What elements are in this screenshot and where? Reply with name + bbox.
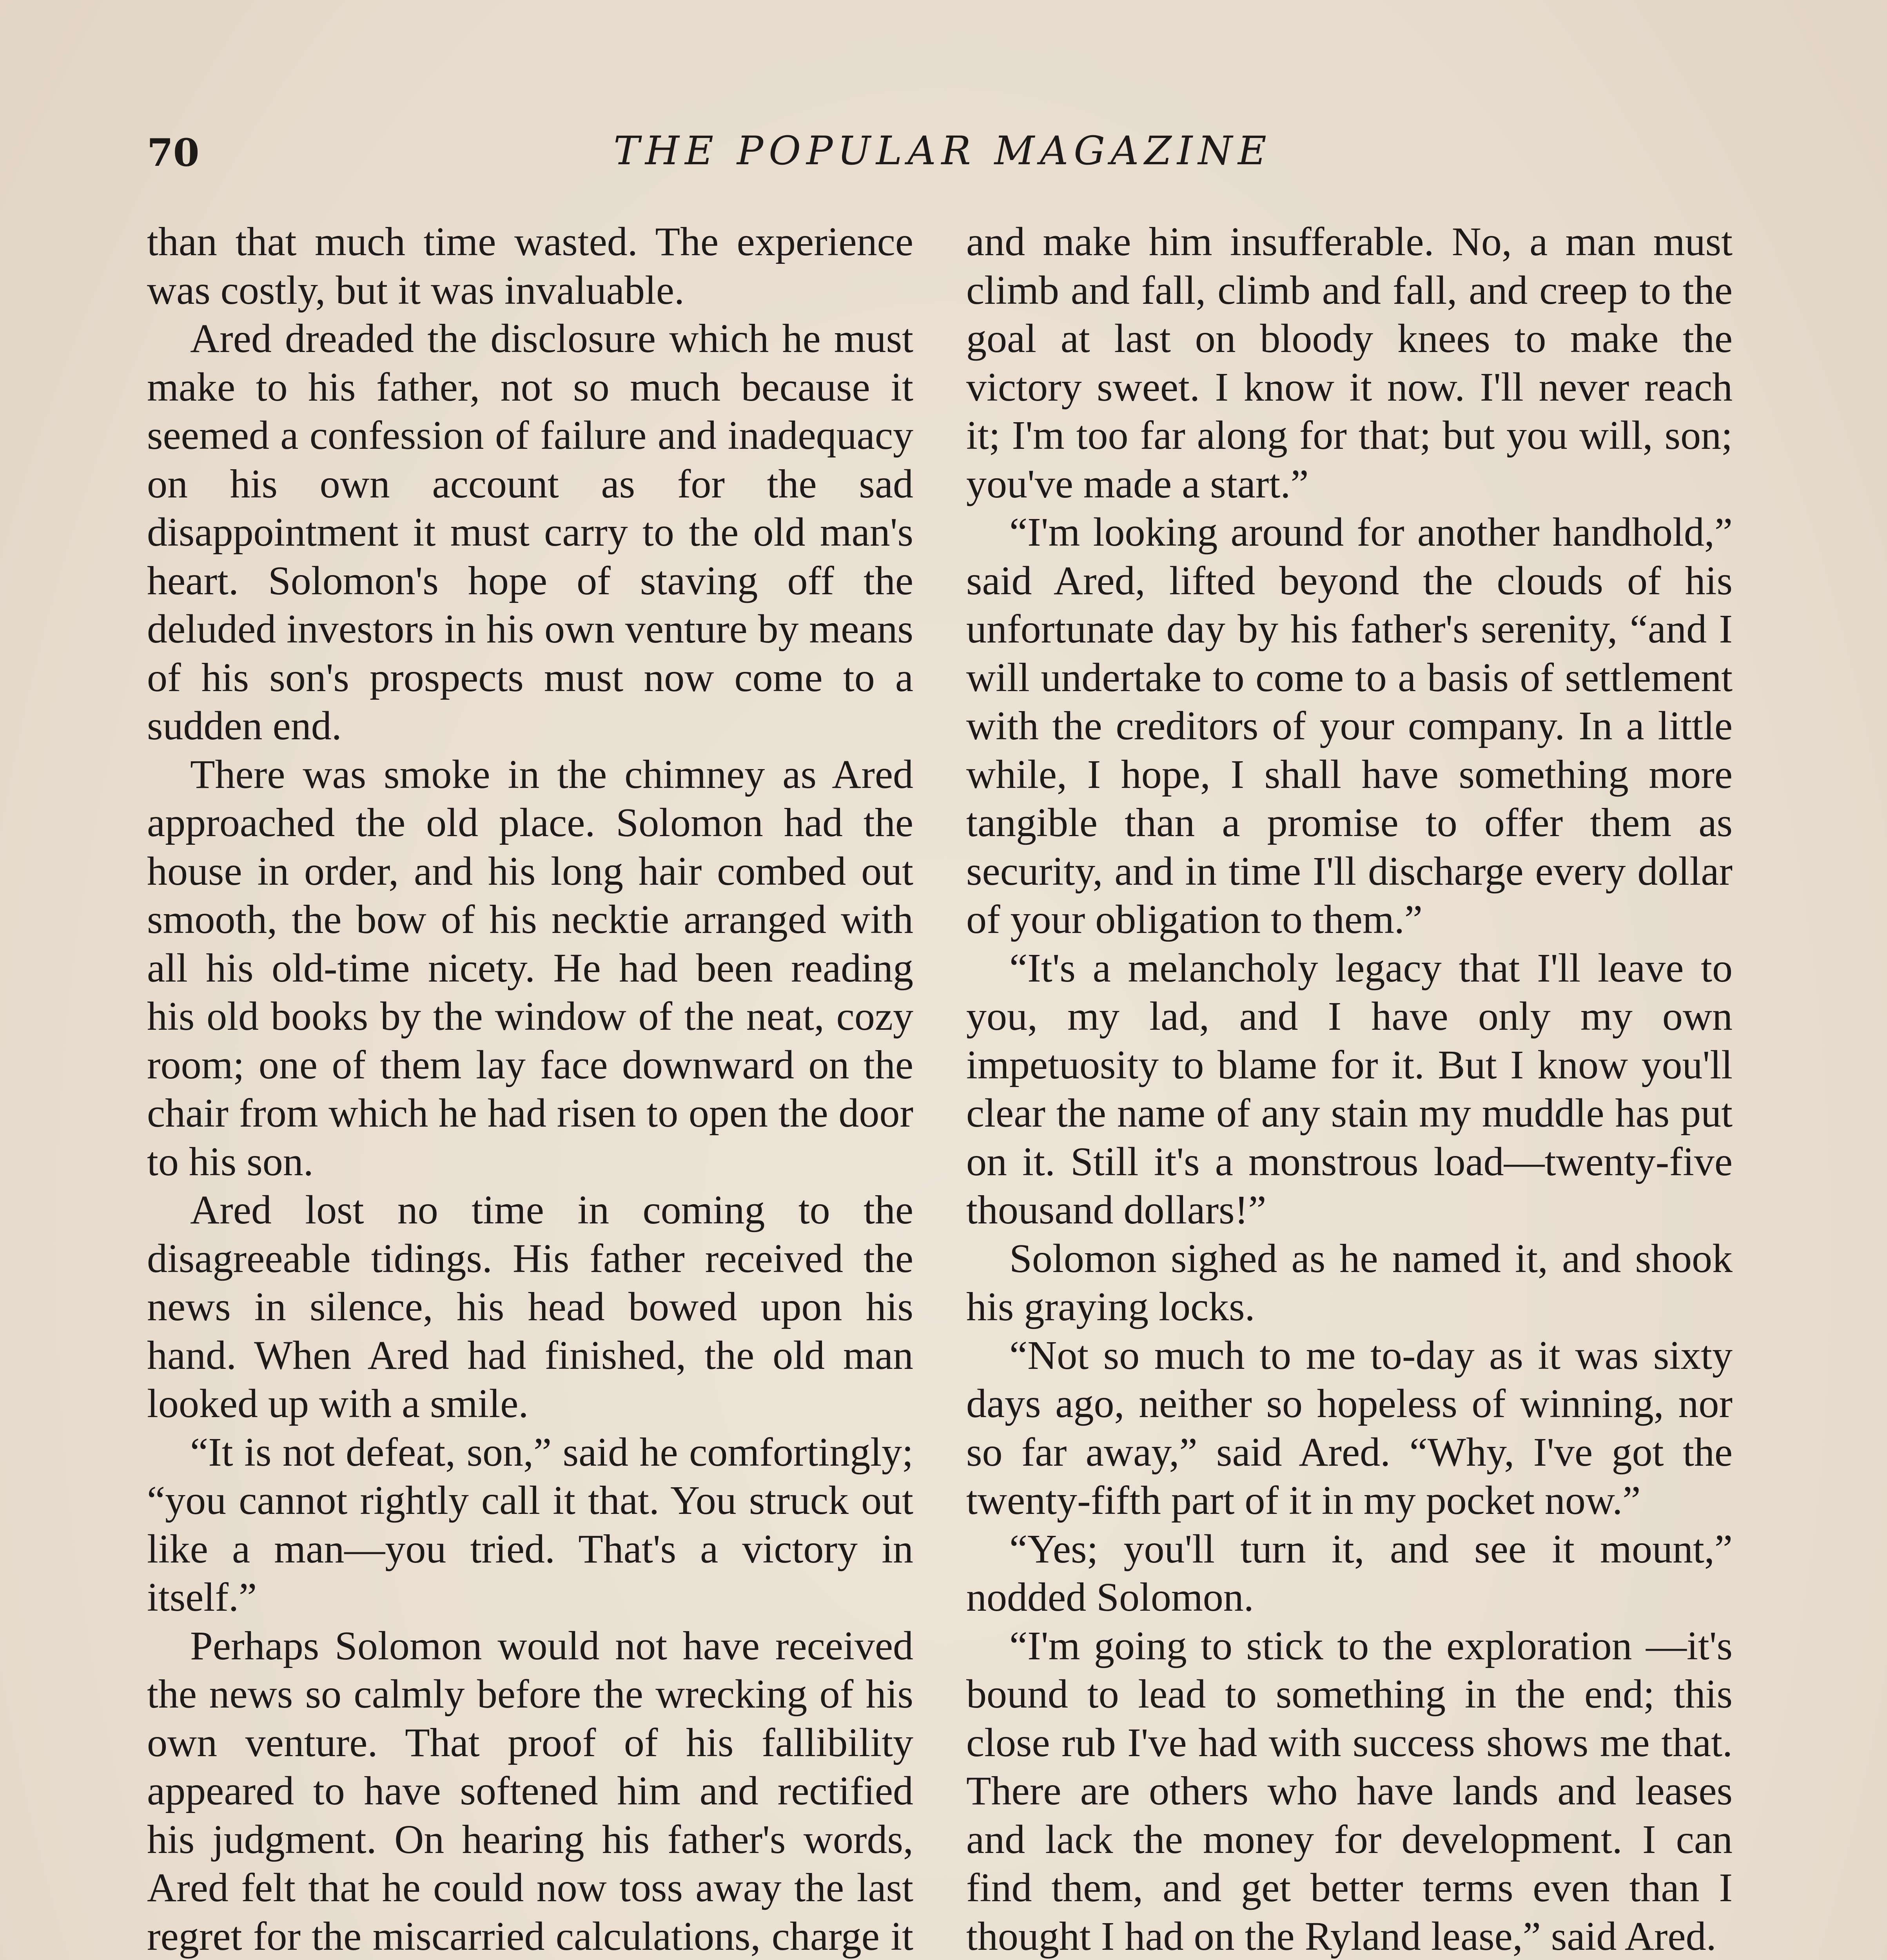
paragraph: “I'm looking around for another handhold,” said Ared, lifted beyond the clouds of his unfortunate day by his father's serenity, “and I will undertake to come to a basis of settlement with the creditors of your company. In a little while, I hope, I shall have something more tangible than a promise to offer them as security, and in time I'll discharge every dollar of your obligation to them.”	[966, 510, 1733, 942]
paragraph: and make him insufferable. No, a man must climb and fall, climb and fall, and creep to the goal at last on bloody knees to make the victory sweet. I know it now. I'll never reach it; I'm too far along for that; but you will, son; you've made a start.”	[966, 219, 1733, 506]
magazine-title: THE POPULAR MAGAZINE	[613, 128, 1272, 174]
left-text-column	[147, 218, 913, 1960]
paragraph: Ared dreaded the disclosure which he must make to his father, not so much because it seemed a confession of failure and inadequacy on his own account as for the sad disappointment it must carry to the old man's heart. Solomon's hope of staving off the deluded investors in his own venture by means of his son's prospects must now come to a sudden end.	[147, 316, 913, 748]
paragraph: “I'm going to stick to the exploration —it's bound to lead to something in the end; this close rub I've had with success shows me that. There are others who have lands and leases and lack the money for development. I can find them, and get better terms even than I thought I had on the Ryland lease,” said Ared.	[966, 1623, 1733, 1959]
paragraph: Perhaps Solomon would not have received the news so calmly before the wrecking of his own venture. That proof of his fallibility appeared to have softened him and rectified his judgment. On hearing his father's words, Ared felt that he could now toss away the last regret for the miscarried calculations, charge it	[147, 1623, 913, 1959]
paragraph: Solomon sighed as he named it, and shook his graying locks.	[966, 1236, 1733, 1329]
paragraph: “Not so much to me to-day as it was sixty days ago, neither so hopeless of winning, nor so far away,” said Ared. “Why, I've got the twenty-fifth part of it in my pocket now.”	[966, 1332, 1733, 1523]
paragraph: Ared lost no time in coming to the disagreeable tidings. His father received the news in silence, his head bowed upon his hand. When Ared had finished, the old man looked up with a smile.	[147, 1187, 913, 1426]
paragraph: There was smoke in the chimney as Ared approached the old place. Solomon had the house in order, and his long hair combed out smooth, the bow of his necktie arranged with all his old-time nicety. He had been reading his old books by the window of the neat, cozy room; one of them lay face downward on the chair from which he had risen to open the door to his son.	[147, 751, 913, 1184]
paragraph: “It is not defeat, son,” said he comfortingly; “you cannot rightly call it that. You struck out like a man—you tried. That's a victory in itself.”	[147, 1429, 913, 1620]
right-text-column	[966, 218, 1733, 1960]
paragraph: than that much time wasted. The experience was costly, but it was invaluable.	[147, 219, 913, 313]
page-header	[147, 125, 1738, 184]
page-number: 70	[147, 131, 200, 175]
paragraph: “Yes; you'll turn it, and see it mount,” nodded Solomon.	[966, 1526, 1733, 1620]
paragraph: “It's a melancholy legacy that I'll leave to you, my lad, and I have only my own impetuosity to blame for it. But I know you'll clear the name of any stain my muddle has put on it. Still it's a monstrous load—twenty-five thousand dollars!”	[966, 945, 1733, 1232]
